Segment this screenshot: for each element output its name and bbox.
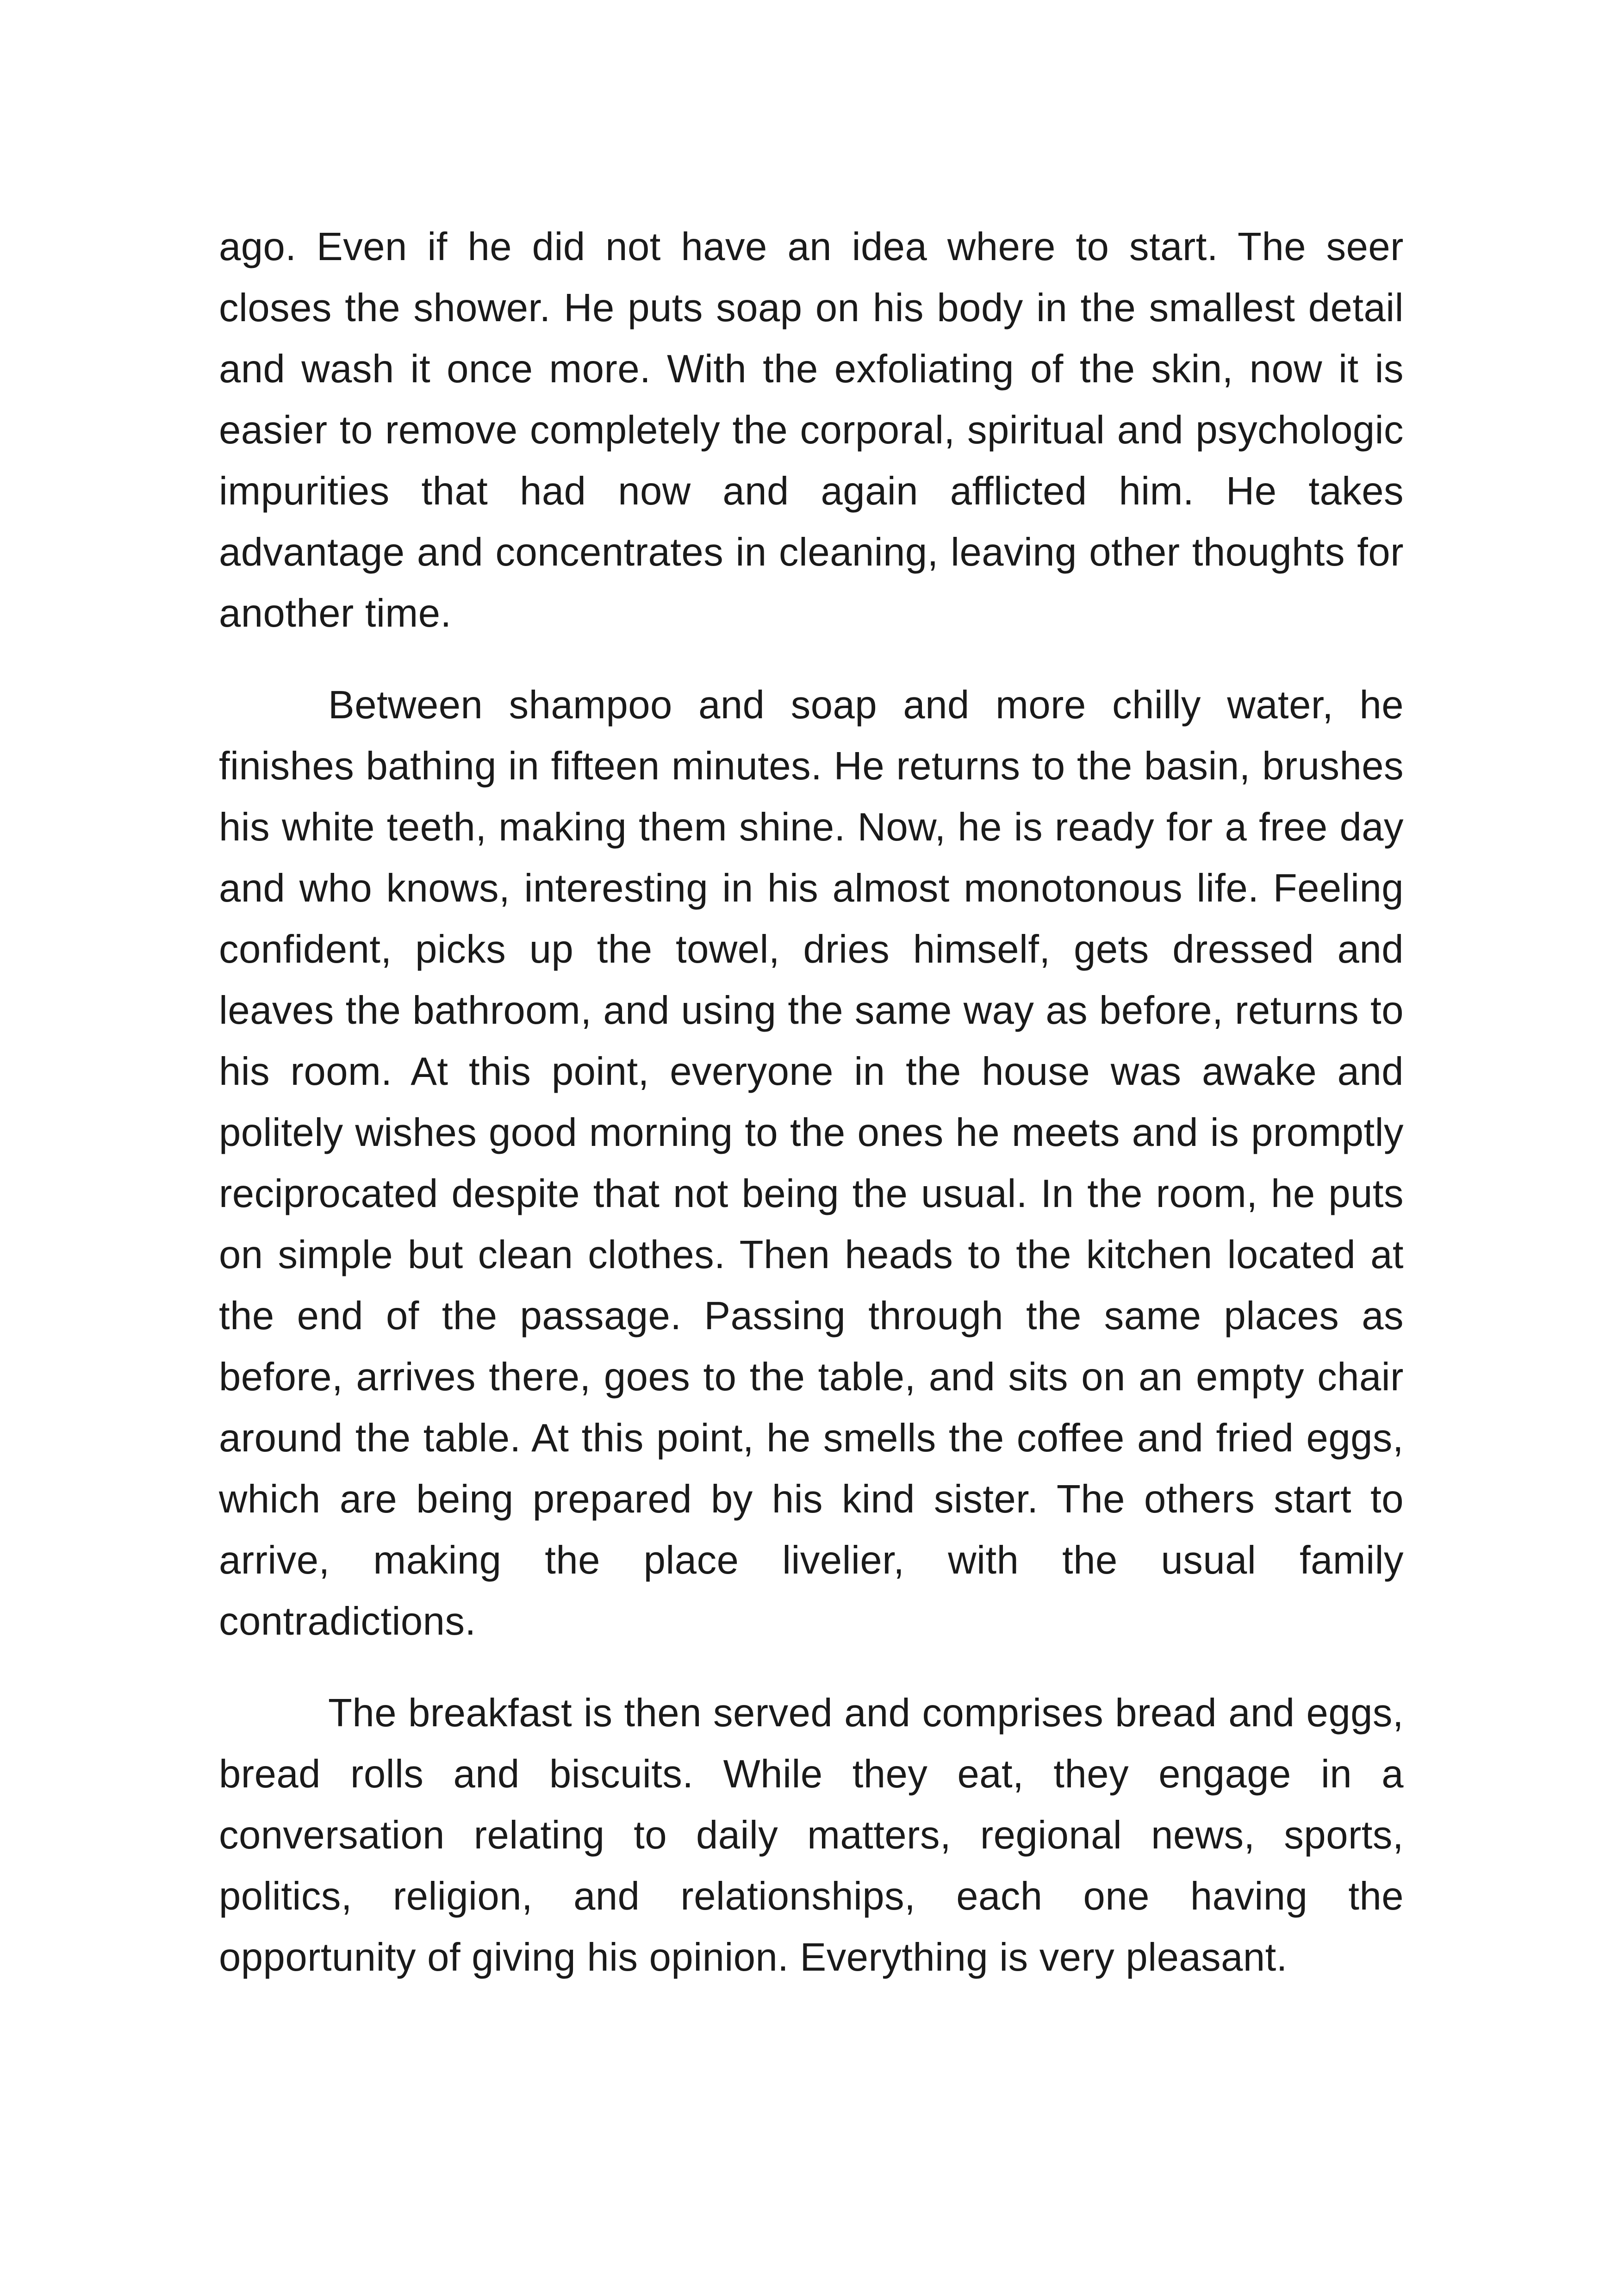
paragraph-2: Between shampoo and soap and more chilly water, he finishes bathing in fifteen minutes. He returns to the basin, brushes his white teeth, making them shine. Now, he is ready for a free day and who knows, interesting in his almost monotonous life. Feeling confident, picks up the towel, dries himself, gets dressed and leaves the bathroom, and using the same way as before, returns to his room. At this point, everyone in the house was awake and politely wishes good morning to the ones he meets and is promptly reciprocated despite that not being the usual. In the room, he puts on simple but clean clothes. Then heads to the kitchen located at the end of the passage. Passing through the same places as before, arrives there, goes to the table, and sits on an empty chair around the table. At this point, he smells the coffee and fried eggs, which are being prepared by his kind sister. The others start to arrive, making the place livelier, with the usual family contradictions. (219, 683, 1404, 1643)
paragraph-3: The breakfast is then served and comprises bread and eggs, bread rolls and biscuits. While they eat, they engage in a conversation relating to daily matters, regional news, sports, politics, religion, and relationships, each one having the opportunity of giving his opinion. Everything is very pleasant. (219, 1691, 1404, 1979)
body-text (219, 217, 1404, 2019)
paragraph-1: ago. Even if he did not have an idea where to start. The seer closes the shower. He puts soap on his body in the smallest detail and wash it once more. With the exfoliating of the skin, now it is easier to remove completely the corporal, spiritual and psychologic impurities that had now and again afflicted him. He takes advantage and concentrates in cleaning, leaving other thoughts for another time. (219, 225, 1404, 635)
